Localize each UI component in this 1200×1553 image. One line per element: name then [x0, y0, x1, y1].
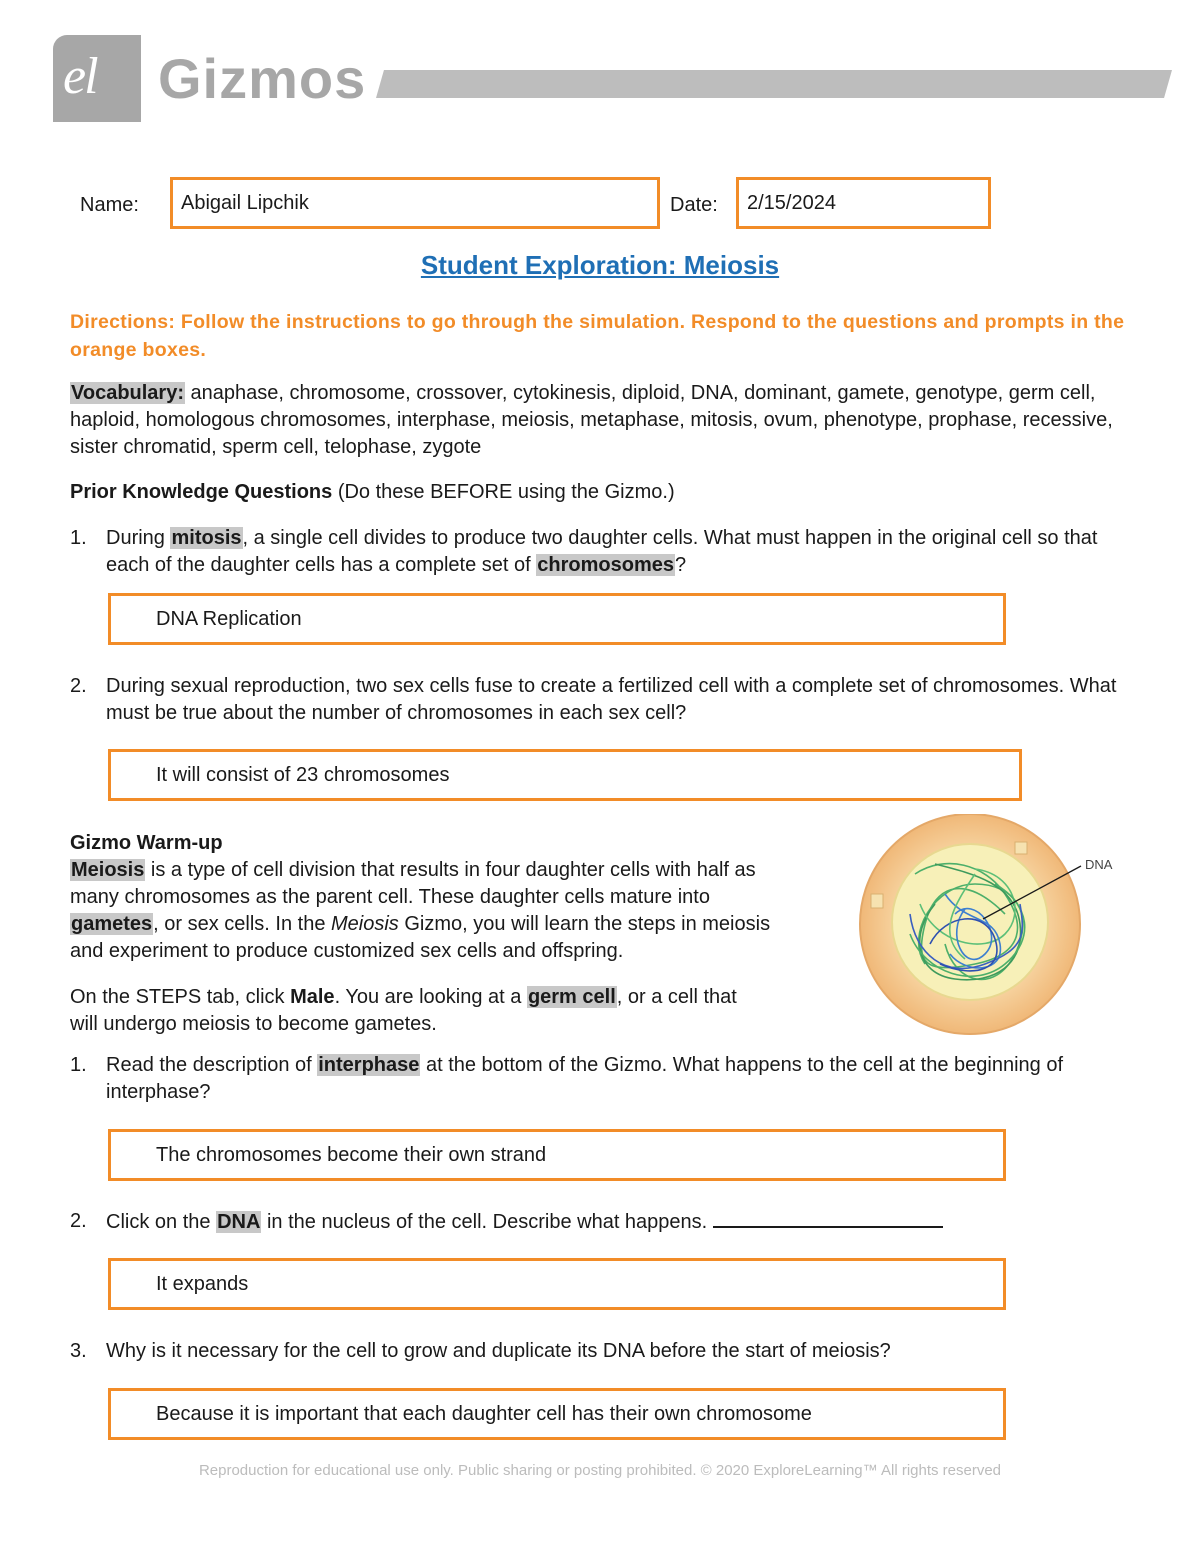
prior-question-1: 1. During mitosis, a single cell divides to produce two daughter cells. What must happen in the original cell so that each of the daughter cells has a complete set of chromosomes? — [70, 527, 1098, 576]
organelle — [1015, 842, 1027, 854]
answer-blank-line — [713, 1208, 943, 1228]
term-dna: DNA — [217, 1211, 261, 1233]
warmup-question-1: 1. Read the description of interphase at the bottom of the Gizmo. What happens to the cell at the beginning of interphase? — [70, 1054, 1064, 1103]
answer-box-prior-1[interactable]: DNA Replication — [108, 593, 1006, 645]
footer-copyright: Reproduction for educational use only. Public sharing or posting prohibited. © 2020 ExploreLearning™ All rights reserved — [198, 1462, 1002, 1479]
vocabulary-label: Vocabulary: — [71, 382, 184, 404]
vocabulary-text: anaphase, chromosome, crossover, cytokinesis, diploid, DNA, dominant, gamete, genotype, germ cell, haploid, homologous chromosomes, interphase, meiosis, metaphase, mitosis, ovum, phenotype, prophase, recessive, sister chromatid, sperm cell, telophase, zygote — [70, 382, 1113, 458]
prior-knowledge-heading: Prior Knowledge Questions (Do these BEFORE using the Gizmo.) — [70, 481, 675, 503]
answer-box-warmup-1[interactable]: The chromosomes become their own strand — [108, 1129, 1006, 1181]
page-title: Student Exploration: Meiosis — [420, 250, 780, 280]
date-label: Date: — [670, 194, 718, 216]
dna-label: DNA — [1085, 857, 1113, 872]
warmup-section: Gizmo Warm-up Meiosis is a type of cell division that results in four daughter cells with half as many chromosomes as the parent cell. These daughter cells mature into gametes, or sex cells. In the Meiosis Gizmo, you will learn the steps in meiosis and experiment to produce customized sex cells and offspring. On the STEPS tab, click Male. You are looking at a germ cell, or a cell that will undergo meiosis to become gametes. — [70, 832, 771, 1035]
term-interphase: interphase — [318, 1054, 420, 1076]
name-field[interactable]: Abigail Lipchik — [170, 177, 660, 229]
organelle — [871, 894, 883, 908]
directions: Directions: Follow the instructions to go through the simulation. Respond to the questions and prompts in the orange boxes. — [70, 311, 1125, 361]
term-mitosis: mitosis — [171, 527, 242, 549]
warmup-heading: Gizmo Warm-up — [70, 832, 223, 854]
brand-name: Gizmos — [158, 47, 367, 110]
name-label: Name: — [80, 194, 139, 216]
warmup-question-2: 2. Click on the DNA in the nucleus of the cell. Describe what happens. — [70, 1208, 1130, 1236]
answer-box-warmup-2[interactable]: It expands — [108, 1258, 1006, 1310]
warmup-question-3: 3. Why is it necessary for the cell to grow and duplicate its DNA before the start of meiosis? — [70, 1340, 891, 1362]
explorelearning-logo-icon: el — [53, 35, 141, 122]
date-field[interactable]: 2/15/2024 — [736, 177, 991, 229]
answer-box-warmup-3[interactable]: Because it is important that each daughter cell has their own chromosome — [108, 1388, 1006, 1440]
term-chromosomes: chromosomes — [537, 554, 674, 576]
prior-question-2: 2. During sexual reproduction, two sex cells fuse to create a fertilized cell with a complete set of chromosomes. What must be true about the number of chromosomes in each sex cell? — [70, 675, 1117, 724]
germ-cell-illustration[interactable] — [855, 814, 1135, 1036]
header-bar — [376, 70, 1172, 98]
vocabulary — [70, 380, 1140, 461]
answer-box-prior-2[interactable]: It will consist of 23 chromosomes — [108, 749, 1022, 801]
